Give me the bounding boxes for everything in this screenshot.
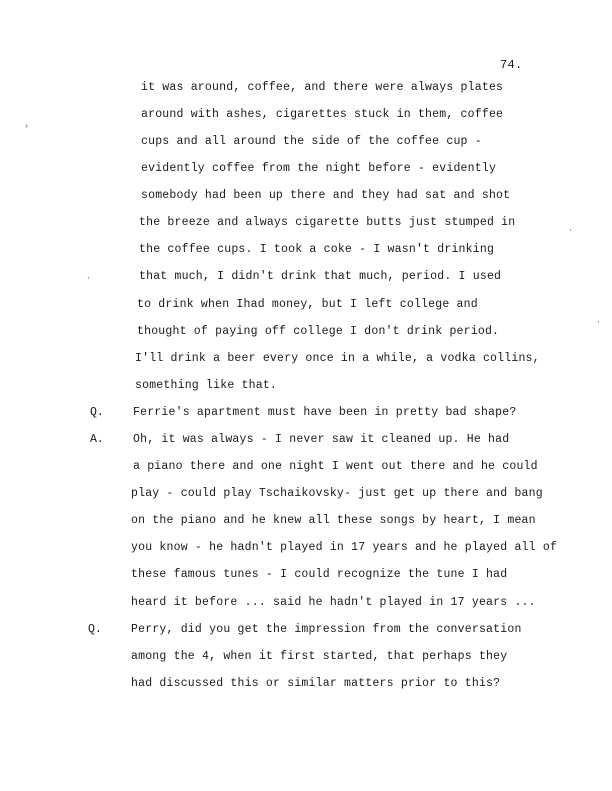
text-line: Ferrie's apartment must have been in pretty bad shape? bbox=[133, 406, 517, 419]
text-line: the breeze and always cigarette butts just stumped in bbox=[139, 216, 516, 229]
text-line: to drink when Ihad money, but I left college and bbox=[137, 298, 478, 311]
text-line: the coffee cups. I took a coke - I wasn't drinking bbox=[139, 243, 495, 256]
scan-mark: · bbox=[596, 318, 601, 327]
speaker-label-question: Q. bbox=[90, 406, 104, 419]
text-line: it was around, coffee, and there were always plates bbox=[141, 81, 504, 94]
text-line: you know - he hadn't played in 17 years and he played all of bbox=[131, 541, 558, 554]
text-line: evidently coffee from the night before - evidently bbox=[141, 162, 497, 175]
scan-mark: › bbox=[24, 122, 29, 131]
text-line: among the 4, when it first started, that perhaps they bbox=[131, 650, 508, 663]
text-line: had discussed this or similar matters prior to this? bbox=[131, 677, 501, 690]
text-line: that much, I didn't drink that much, period. I used bbox=[139, 270, 502, 283]
text-line: on the piano and he knew all these songs by heart, I mean bbox=[131, 514, 536, 527]
page-number: 74. bbox=[500, 58, 523, 72]
text-line: somebody had been up there and they had sat and shot bbox=[141, 189, 511, 202]
speaker-label-question: Q. bbox=[88, 623, 102, 636]
text-line: I'll drink a beer every once in a while, a vodka collins, bbox=[135, 352, 540, 365]
scan-mark: · bbox=[86, 274, 91, 283]
text-line: Perry, did you get the impression from the conversation bbox=[131, 623, 522, 636]
text-line: heard it before ... said he hadn't played in 17 years ... bbox=[131, 596, 536, 609]
text-line: cups and all around the side of the coffee cup - bbox=[141, 135, 482, 148]
scan-mark: · bbox=[568, 226, 573, 235]
text-line: something like that. bbox=[135, 379, 278, 392]
text-line: play - could play Tschaikovsky- just get up there and bang bbox=[131, 487, 543, 500]
text-line: these famous tunes - I could recognize the tune I had bbox=[131, 568, 508, 581]
text-line: Oh, it was always - I never saw it cleaned up. He had bbox=[133, 433, 510, 446]
text-line: around with ashes, cigarettes stuck in them, coffee bbox=[141, 108, 504, 121]
speaker-label-answer: A. bbox=[90, 433, 104, 446]
text-line: thought of paying off college I don't drink period. bbox=[137, 325, 500, 338]
text-line: a piano there and one night I went out there and he could bbox=[133, 460, 538, 473]
